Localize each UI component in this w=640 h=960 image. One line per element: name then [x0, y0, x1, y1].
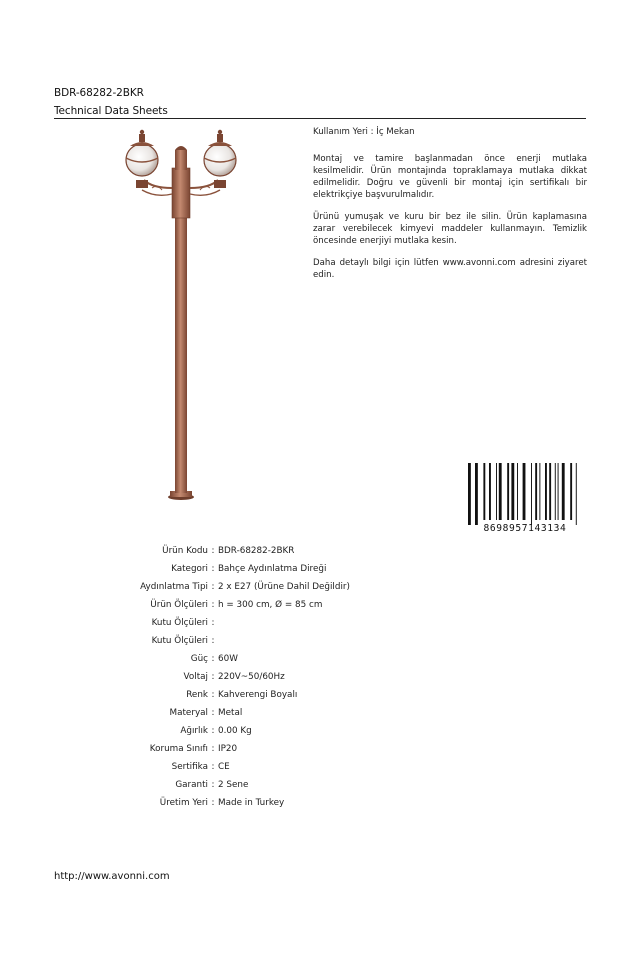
spec-row-protection-class: Koruma Sınıfı : IP20: [149, 744, 238, 754]
lamp-post-image: [112, 128, 252, 508]
barcode-bar: [489, 463, 491, 520]
usage-notes: [313, 126, 587, 291]
spec-row-box-dimensions-1: Kutu Ölçüleri :: [151, 618, 215, 628]
spec-row-weight: Ağırlık : 0.00 Kg: [180, 726, 252, 736]
document-header: [54, 84, 586, 120]
barcode: [466, 463, 584, 533]
spec-row-color: Renk : Kahverengi Boyalı: [186, 690, 298, 700]
barcode-bar: [549, 463, 551, 520]
barcode-bar: [562, 463, 565, 520]
usage-location: Kullanım Yeri : İç Mekan: [313, 127, 415, 137]
document-subtitle: Technical Data Sheets: [54, 105, 168, 117]
spec-row-lighting-type: Aydınlatma Tipi : 2 x E27 (Ürüne Dahil Değildir): [140, 582, 350, 592]
note-paragraph-website: Daha detaylı bilgi için lütfen www.avonni.com adresini ziyaret edin.: [313, 258, 587, 280]
note-paragraph-safety: Montaj ve tamire başlanmadan önce enerji mutlaka kesilmelidir. Ürün montajında topraklamaya mutlaka dikkat edilmelidir. Doğru ve güvenli bir montaj için sertifikalı bir elektrikçiye başvurulmalıdır.: [313, 154, 587, 200]
spec-row-category: Kategori : Bahçe Aydınlatma Direği: [171, 564, 327, 574]
spec-row-origin: Üretim Yeri : Made in Turkey: [159, 798, 285, 808]
spec-row-certificate: Sertifika : CE: [171, 762, 230, 772]
spec-row-product-dimensions: Ürün Ölçüleri : h = 300 cm, Ø = 85 cm: [150, 600, 323, 610]
header-divider: [54, 118, 586, 119]
spec-row-material: Materyal : Metal: [169, 708, 243, 718]
barcode-bar: [496, 463, 497, 520]
barcode-bar: [576, 463, 577, 525]
product-code-title: BDR-68282-2BKR: [54, 87, 144, 99]
spec-row-warranty: Garanti : 2 Sene: [175, 780, 249, 790]
barcode-bar: [517, 463, 518, 520]
footer-url[interactable]: http://www.avonni.com: [54, 871, 170, 882]
barcode-bar: [499, 463, 502, 520]
spec-row-box-dimensions-2: Kutu Ölçüleri :: [151, 636, 215, 646]
spec-row-product-code: Ürün Kodu : BDR-68282-2BKR: [162, 546, 295, 556]
barcode-bar: [531, 463, 532, 525]
barcode-bar: [545, 463, 547, 520]
barcode-bar: [468, 463, 471, 525]
barcode-bar: [535, 463, 537, 520]
spec-table: [40, 542, 438, 812]
note-paragraph-cleaning: Ürünü yumuşak ve kuru bir bez ile silin. Ürün kaplamasına zarar verebilecek kimyevi maddeler kullanmayın. Temizlik öncesinde enerjiyi mutlaka kesin.: [313, 212, 587, 246]
barcode-bar: [483, 463, 485, 520]
barcode-bar: [539, 463, 540, 520]
spec-row-power: Güç : 60W: [190, 654, 238, 664]
barcode-bar: [475, 463, 478, 525]
barcode-number: 8698957143134: [483, 523, 567, 533]
barcode-bar: [558, 463, 559, 520]
barcode-bar: [511, 463, 514, 520]
barcode-bar: [555, 463, 556, 520]
barcode-bar: [523, 463, 526, 520]
spec-row-voltage: Voltaj : 220V~50/60Hz: [183, 672, 285, 682]
barcode-bar: [507, 463, 509, 520]
barcode-bar: [570, 463, 572, 520]
